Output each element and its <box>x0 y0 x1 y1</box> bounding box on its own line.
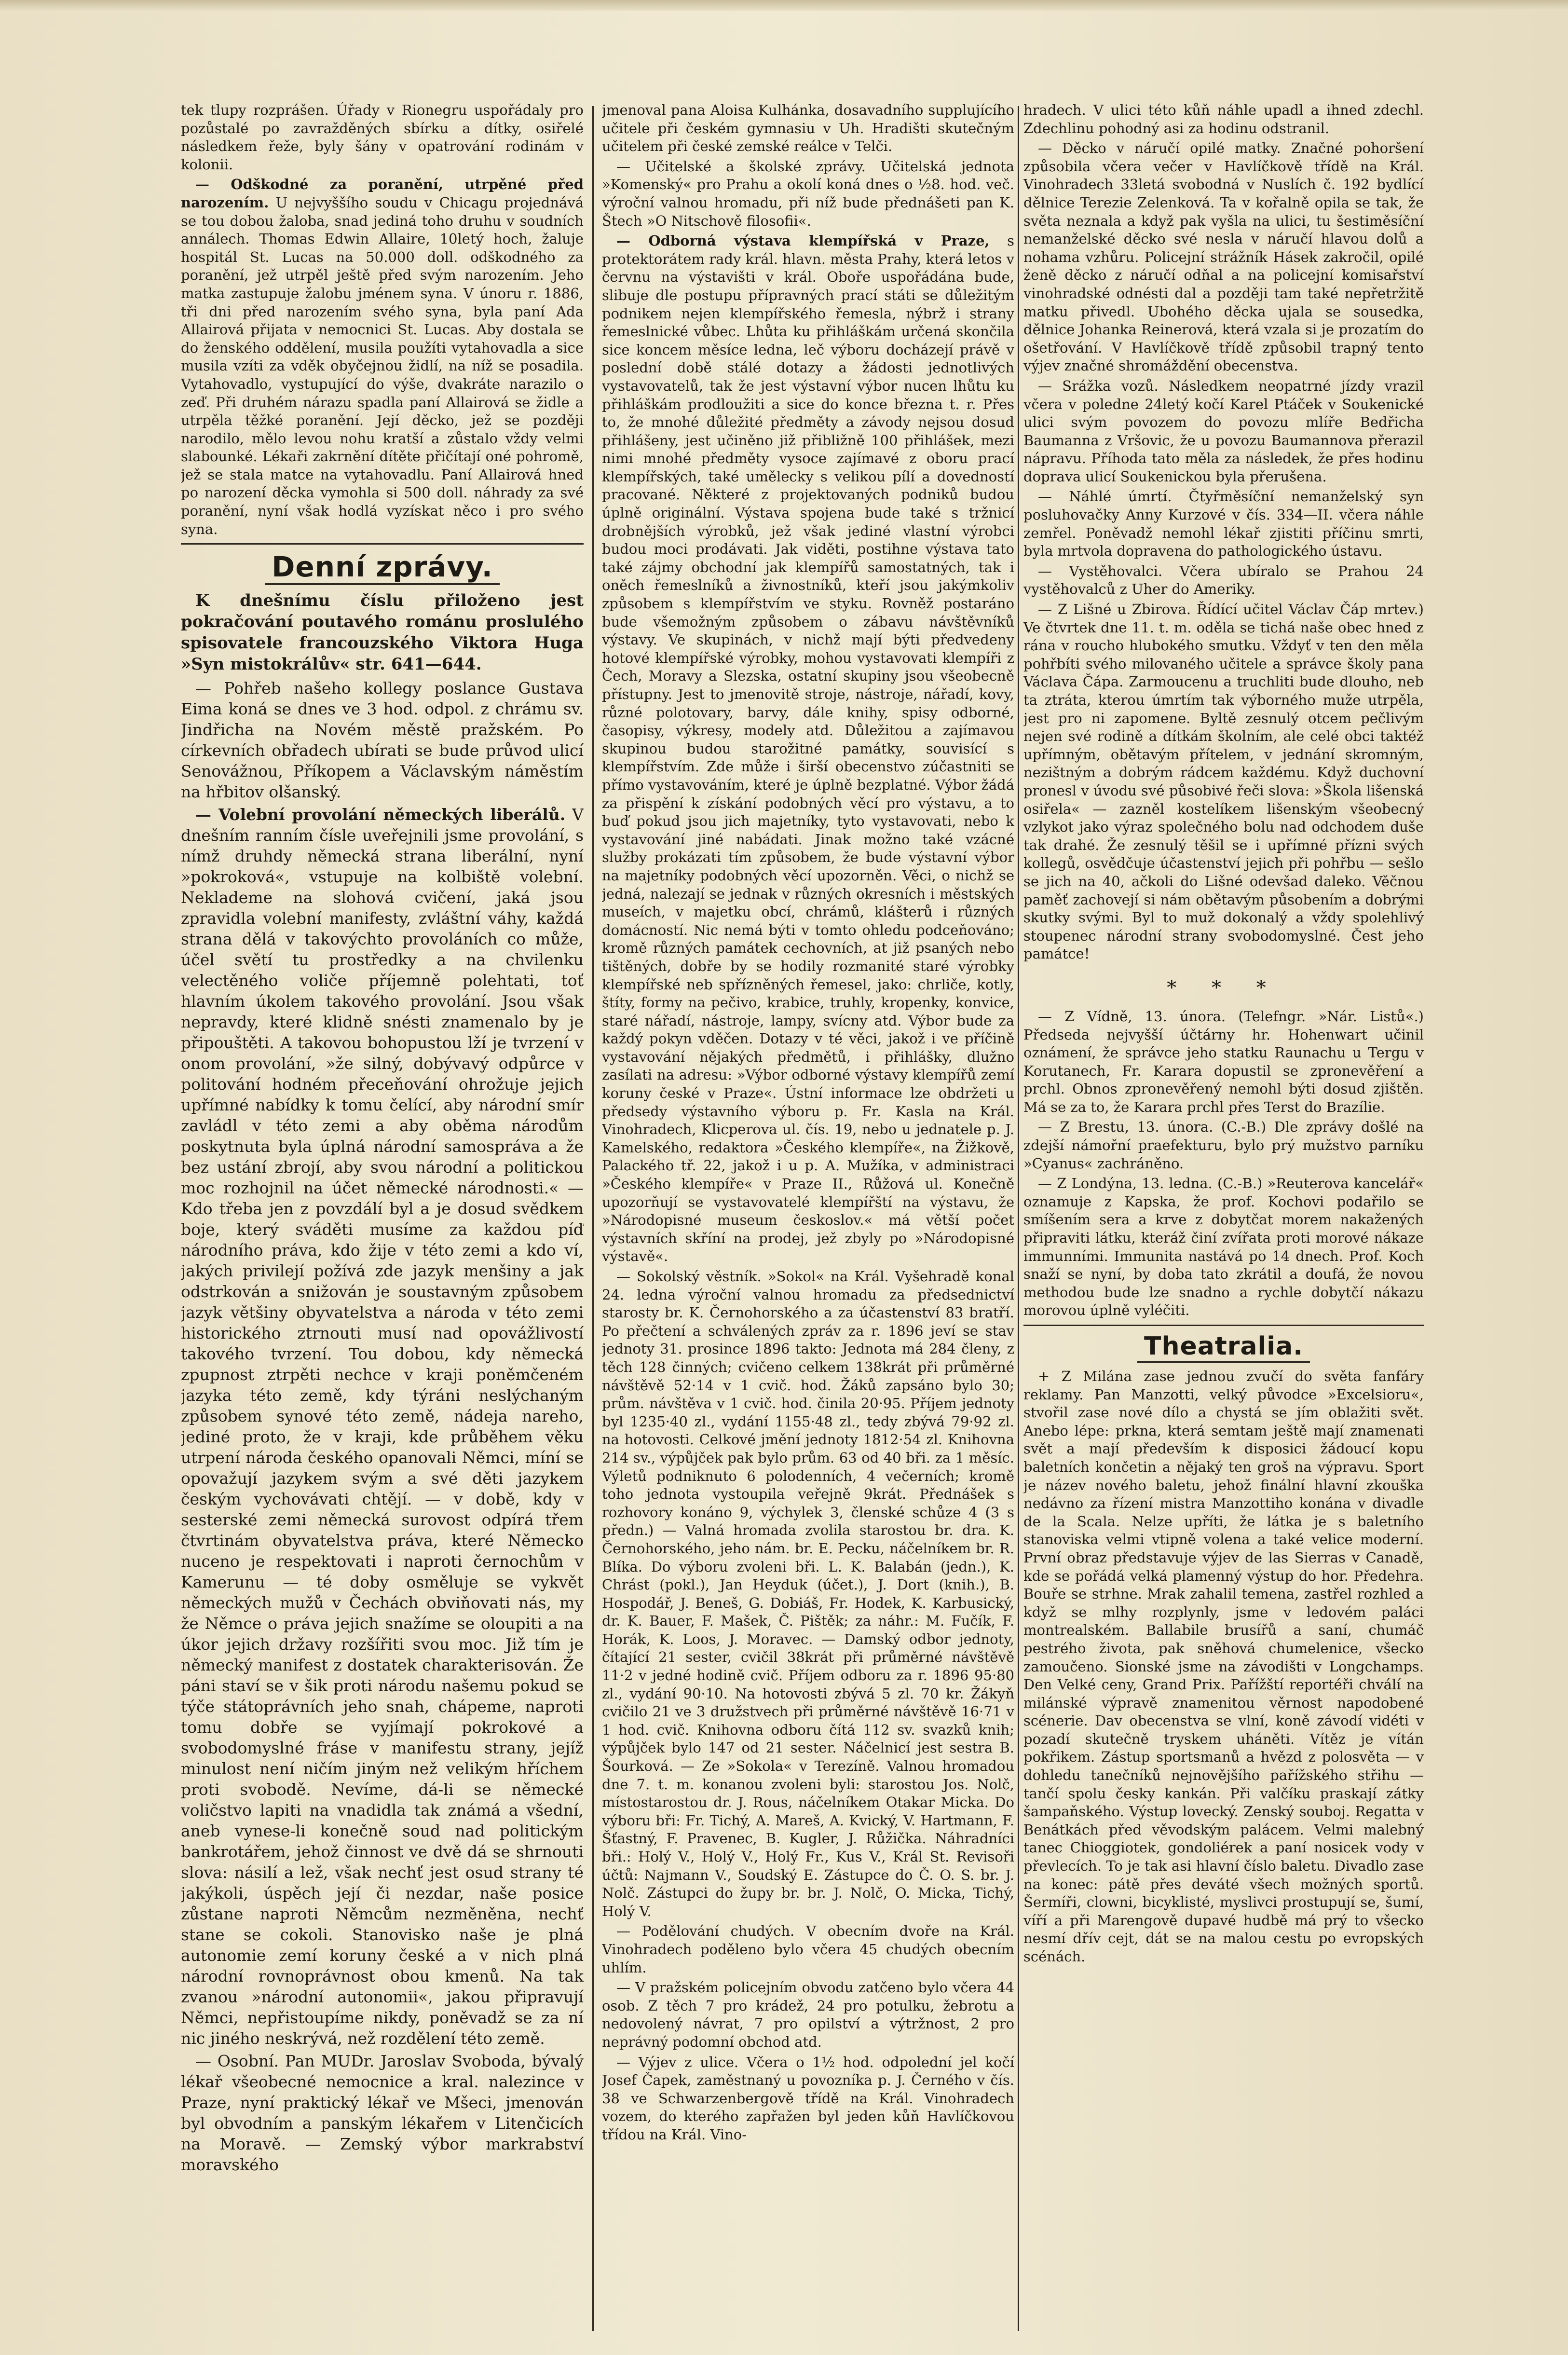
article-text: hradech. V ulici této kůň náhle upadl a ihned zdechl. Zdechlinu pohodný asi za hodinu odstranil. <box>1023 102 1424 137</box>
article-text <box>181 176 584 538</box>
section-title: Denní zprávy. <box>265 550 499 585</box>
divider <box>1023 1325 1424 1326</box>
page-top-edge <box>0 0 1568 11</box>
article-text: — Sokolský věstník. »Sokol« na Král. Vyšehradě konal 24. ledna výroční valnou hromadu za předsednictví starosty br. K. Černohorského a za účastenství 83 bratří. Po přečtení a schválených zpráv za r. 1896 jeví se stav jednoty 31. prosince 1896 takto: Jednota má 284 členy, z těch 128 činných; cvičeno celkem 138krát při průměrné návštěvě 52·14 v 1 cvič. hod. Žáků zapsáno bylo 30; prům. návštěva v 1 cvič. hod. činila 20·95. Příjem jednoty byl 1235·40 zl., vydání 1155·48 zl., tedy zbývá 79·92 zl. na hotovosti. Celkové jmění jednoty 1812·54 zl. Knihovna 214 sv., výpůjček pak bylo prům. 63 od 40 bři. za 1 měsíc. Výletů podniknuto 6 polodenních, 4 večerních; kromě toho jednota vystoupila veřejně 9krát. Přednášek s rozhovory konáno 9, výchylek 3, členské schůze 4 (3 s předn.) — Valná hromada zvolila starostou br. dra. K. Černohorského, jeho nám. br. E. Pecku, náčelníkem br. R. Blíka. Do výboru zvoleni bři. L. K. Balabán (jedn.), K. Chrást (pokl.), Jan Heyduk (účet.), J. Dort (knih.), B. Hospodář, J. Beneš, G. Dobiáš, Fr. Hodek, K. Karbusický, dr. K. Bauer, F. Mašek, Č. Pištěk; za náhr.: M. Fučík, F. Horák, K. Loos, J. Moravec. — Damský odbor jednoty, čítající 21 sester, cvičil 38krát při průměrné návštěvě 11·2 v jedné hodině cvič. Příjem odboru za r. 1896 95·80 zl., vydání 90·10. Na hotovosti zbývá 5 zl. 70 kr. Žákyň cvičilo 21 ve 3 družstvech při průměrné návštěvě 16·71 v 1 hod. cvič. Knihovna odboru čítá 112 sv. svazků knih; výpůjček bylo 147 od 21 sester. Náčelnicí jest sestra B. Šourková. — Ze »Sokola« v Terezíně. Valnou hromadou dne 7. t. m. konanou zvoleni byli: starostou Jos. Nolč, místostarostou dr. J. Rous, náčelníkem Otakar Micka. Do výboru bři: Fr. Tichý, A. Mareš, A. Kvický, V. Hartmann, F. Šťastný, F. Pravenec, B. Kugler, J. Růžička. Náhradníci bři.: Holý V., Holý V., Holý Fr., Kus V., Král St. Revisoři účtů: Najmann V., Soudský E. Zástupce do Č. O. S. br. J. Nolč. Zástupci do župy br. br. J. Nolč, O. Micka, Tichý, Holý V. <box>602 1268 1014 1919</box>
article-headline: — Odškodné za poranění, utrpěné před narozením. <box>181 176 584 211</box>
divider <box>181 543 584 545</box>
column-3 <box>1023 101 1424 2341</box>
article-body: V dnešním ranním čísle uveřejnili jsme provolání, s nímž druhdy německá strana liberální, nyní »pokroková«, vstupuje na kolbiště volební. Neklademe na slohová cvičení, jaká jsou zpravidla volební manifesty, zvláštní váhy, každá strana dělá v takovýchto provoláních co může, účel světí tu prostředky a na chvilenku velectěného voliče příjemně polehtati, toť hlavním úkolem takového provolání. Jsou však nepravdy, které klidně snésti znamenalo by je připouštěti. A takovou bohopustou lží je tvrzení v onom provolání, »že silný, dobývavý odpůrce v politování hodném přeceňování ohrožuje jejich upřímné nabídky k tomu čelící, aby národní smír zavládl v této zemi a aby oběma národům poskytnuta byla úplná národní samospráva a že bez ustání zbrojí, aby svou národní a politickou moc rozhojnil na účet německé národnosti.« — Kdo třeba jen z povzdálí byl a je dosud svědkem boje, který sváděti musíme za každou píď národního práva, kdo žije v této zemi a kdo ví, jakých privilejí požívá zde jazyk menšiny a jak odstrkován a snižován je soustavným způsobem jazyk většiny obyvatelstva a národa v této zemi historického ztrnouti musí nad opovážlivostí takového tvrzení. Tou dobou, kdy německá zpupnost ztrpěti nechce v kraji poněmčeném jazyka této země, kdy týráni neslýchaným způsobem synové této země, nádeja nareho, jediné proto, že v kraji, kde průběhem věku utrpení národa českého opanovali Němci, míní se opovažují jazykem svým a své děti jazykem českým vychovávati chtějí. — v době, kdy v sesterské zemi německá surovost odpírá třem čtvrtinám obyvatelstva práva, které Německo nuceno je respektovati i naproti černochům v Kamerunu — té doby osměluje se vykvět německých mužů v Čechách obviňovati nás, my že Němce o práva jejich snažíme se oloupiti a na úkor jejich državy rozšířiti svou moc. Již tím je německý manifest z dostatek charakterisován. Že páni staví se v šik proti národu našemu pokud se týče státoprávních jeho snah, chápeme, naproti tomu dobře se vyjímají pokrokové a svobodomyslné fráse v manifestu strany, jejíž minulost není ničím jiným než velikým hříchem proti svobodě. Nevíme, dá-li se německé voličstvo lapiti na vnadidla tak známá a všední, aneb vynese-li konečně soud nad politickým bankrotářem, jehož činnost ve dvě dá se shrnouti slova: násilí a lež, však nechť jest osud strany té jakýkoli, úspěch její či nezdar, naše posice zůstane naproti Němcům nezměněna, nechť stane se cokoli. Stanovisko naše je plná autonomie zemí koruny české a v nich plná národní rovnoprávnost obou kmenů. Na tak zvanou »národní autonomii«, jakou připravují Němci, nepřistoupíme nikdy, poněvadž se za ní nic jiného neskrývá, než rozdělení této země. <box>181 805 584 2048</box>
section-separator: * * * <box>1167 976 1281 999</box>
article-text <box>602 232 1014 1266</box>
article-text: — Náhlé úmrtí. Čtyřměsíční nemanželský syn posluhovačky Anny Kurzové v čís. 334—II. včera náhle zemřel. Poněvadž nemohl lékař zjistiti příčinu smrti, byla mrtvola dopravena do pathologického ústavu. <box>1023 488 1424 560</box>
article-text: — V pražském policejním obvodu zatčeno bylo včera 44 osob. Z těch 7 pro krádež, 24 pro potulku, žebrotu a nedovolený návrat, 7 pro opilství a výtržnost, 2 pro neprávný podomní obchod atd. <box>602 1979 1014 2050</box>
telegram-text: — Z Brestu, 13. února. (C.-B.) Dle zprávy došlé na zdejší námořní praefekturu, bylo prý mužstvo parníku »Cyanus« zachráněno. <box>1023 1119 1424 1172</box>
article-text: — Děcko v náručí opilé matky. Značné pohoršení způsobila včera večer v Havlíčkově třídě na Král. Vinohradech 33letá svobodná v Nuslích č. 192 bydlící dělnice Terezie Zelenková. Ta v kořalně opila se tak, že světa neznala a když pak vyšla na ulici, tu šestiměsíční nemanželské děcko své nesla v náručí hlavou dolů a nohama vzhůru. Policejní strážník Hásek zakročil, opilé ženě děcko z náručí odňal a na policejní komisařství vinohradské odnésti dal a později tam také nepřetržitě matku přivedl. Ubohého děcka ujala se sousedka, dělnice Johanka Reinerová, která vzala si je prozatím do ošetřování. V Havlíčkově třídě způsobil trapný tento výjev značné shromáždění obecenstva. <box>1023 140 1424 374</box>
article-body: s protektorátem rady král. hlavn. města Prahy, která letos v červnu na výstavišti v král. Oboře uspořádána bude, slibuje dle postupu přípravných prací státi se důležitým podnikem nejen klempířského řemesla, nýbrž i strany řemeslnické vůbec. Lhůta ku přihláškám určená skončila sice koncem měsíce ledna, leč výboru docházejí právě v poslední době stálé dotazy a žádosti jednotlivých vystavovatelů, tak že jest výstavní výbor nucen lhůtu ku přihláškám prodloužiti a sice do konce března t. r. Přes to, že mnohé důležité předměty a závody nejsou dosud přihlášeny, jest učiněno již přibližně 100 přihlášek, mezi nimi mnohé předměty vysoce zajímavé z oboru prací klempířských, také umělecky s velikou pílí a dovedností pracované. Některé z projektovaných podniků budou úplně originální. Výstava spojena bude také s tržnicí drobnějších výrobků, jež však jediné vlastní výrobci budou moci prodávati. Jak viděti, postihne výstava tato také zájmy obchodní jak klempířů samostatných, tak i oněch řemeslníků a živnostníků, kteří jsou jakýmkoliv způsobem s klempířstvím ve styku. Rovněž postaráno bude všemožným způsobem o zábavu návštěvníků výstavy. Ve skupinách, v nichž mají býti předvedeny hotové klempířské výrobky, mohou vystavovati klempíři z Čech, Moravy a Slezska, ostatní skupiny jsou všeobecně přístupny. Jest to jmenovitě stroje, nástroje, nářadí, kovy, různé polotovary, barvy, dále knihy, spisy odborné, časopisy, výkresy, modely atd. Důležitou a zajímavou skupinou budou starožitné památky, souvisící s klempířstvím. Zde může i širší obecenstvo zúčastniti se přímo vystavováním, které je úplně bezplatné. Výbor žádá za přispění k získání podobných věcí pro výstavu, a to buď pokud jsou jich majetníky, tyto vystavovati, nebo k vystavování jiné nabádati. Jinak možno také vzácné služby prokázati tím způsobem, že bude výstavní výbor na majetníky podobných věcí upozorněn. Věci, o nichž se jedná, nalezají se jednak v různých okresních i městských museích, v majetku obcí, chrámů, klášterů i různých domácností. Nic nemá býti v tomto ohledu podceňováno; kromě různých památek cechovních, at již psaných nebo tištěných, dobře by se hodily rozmanité staré výrobky klempířské neb spřízněných řemesel, jako: chrliče, kotly, štíty, formy na pečivo, krabice, truhly, kropenky, konvice, staré nářadí, nástroje, lampy, svícny atd. Výbor bude za každý pokyn vděčen. Dotazy v té věci, jakož i ve příčině vystavování nějakých předmětů, i přihlášky, dlužno zasílati na adresu: »Výbor odborné výstavy klempířů zemí koruny české v Praze«. Ústní informace lze obdržeti u předsedy výstavního výboru p. Fr. Kasla na Král. Vinohradech, Klicperova ul. čís. 19, nebo u jednatele p. J. Kamelského, redaktora »Českého klempíře«, na Žižkově, Palackého tř. 22, jakož i u p. A. Mužíka, v administraci »Českého klempíře« v Praze II., Růžová ul. Konečně upozorňují se vystavovatelé klempířští na výstavu, že »Národopisné museum českoslov.« má větší počet výstavních skříní na prodej, jež zbyly po »Národopisné výstavě«. <box>602 233 1014 1265</box>
section-title: Theatralia. <box>1137 1332 1310 1363</box>
supplement-notice: K dnešnímu číslu přiloženo jest pokračování poutavého románu proslulého spisovatele francouzského Viktora Huga »Syn mistokrálův« str. 641—644. <box>181 591 584 674</box>
article-text: — Výjev z ulice. Včera o 1½ hod. odpolední jel kočí Josef Čapek, zaměstnaný u povozníka p. J. Černého v čís. 38 ve Schwarzenbergově třídě na Král. Vinohradech vozem, do kterého zapřažen byl jeden kůň Havlíčkovou třídou na Král. Vino- <box>602 2054 1014 2143</box>
article-text: + Z Milána zase jednou zvučí do světa fanfáry reklamy. Pan Manzotti, velký původce »Excelsioru«, stvořil zase nové dílo a chystá se jím oblažiti svět. Anebo lépe: prkna, která semtam ještě mají znamenati svět a mají především k disposici žádoucí kopu baletních končetin a nějaký ten groš na výpravu. Sport je název nového baletu, jehož finální hlavní zkouška nedávno za řízení mistra Manzottiho konána v divadle de la Scala. Nelze upříti, že látka je s baletního stanoviska velmi vtipně volena a také velice moderní. První obraz představuje výjev de las Sierras v Canadě, kde se pořádá velká plamenný výstup do hor. Předehra. Bouře se strhne. Mrak zahalil temena, zastřel rozhled a když se mlhy rozplynly, jsme v ledovém paláci montrealském. Ballabile brusířů a saní, chumáč pestrého života, pak sněhová chumelenice, všecko zamoučeno. Sionské jsme na závodišti v Longchamps. Den Velké ceny, Grand Prix. Pařížští reportéři chválí na milánské výpravě znamenitou věrnost napodobené scénerie. Dav obecenstva se vlní, koně závodí vidéti v pozadí skutečně tryskem uháněti. Vítěz je vítán pokřikem. Zástup sportsmanů a hvězd z polosvěta — v dohledu tanečníků nejnovějšího pařížského střihu — tančí spolu česky kankán. Při valčíku praskají zátky šampaňského. Výstup lovecký. Zenský souboj. Regatta v Benátkách před věvodským palácem. Velmi malebný tanec Chioggiotek, gondoliérek a paní nosicek vody v převlecích. To je tak asi hlavní číslo baletu. Divadlo zase na konec: pátě přes deváté všech možných sportů. Šermíři, clowni, bicyklisté, myslivci prostupují se, šumí, víří a při Marengově dupavé hudbě má prý to všecko nesmí dřív cejt, dát se na malou cestu po evropských scénách. <box>1023 1368 1424 1965</box>
column-rule <box>1018 106 1019 2331</box>
article-text: — Učitelské a školské zprávy. Učitelská jednota »Komenský« pro Prahu a okolí koná dnes o ½8. hod. več. výroční valnou hromadu, při níž bude přednášeti pan K. Štech »O Nitschově filosofii«. <box>602 158 1014 229</box>
article-headline: — Odborná výstava klempířská v Praze, <box>616 233 990 249</box>
article-text: — Pohřeb našeho kollegy poslance Gustava Eima koná se dnes ve 3 hod. odpol. z chrámu sv. Jindřicha na Novém městě pražském. Po církevních obřadech ubírati se bude průvod ulicí Senovážnou, Příkopem a Václavským náměstím na hřbitov olšanský. <box>181 679 584 802</box>
article-text: jmenoval pana Aloisa Kulhánka, dosavadního supplujícího učitele při českém gymnasiu v Uh. Hradišti skutečným učitelem při české zemské reálce v Telči. <box>602 102 1014 155</box>
article-headline: — Volební provolání německých liberálů. <box>195 805 566 824</box>
column-rule <box>592 106 594 2331</box>
section-heading <box>181 550 584 583</box>
column-2 <box>602 101 1014 2341</box>
telegram-text: — Z Vídně, 13. února. (Telefngr. »Nár. Listů«.) Předseda nejvyšší účtárny hr. Hohenwart učinil oznámení, že správce jeho statku Raunachu u Tergu v Korutanech, Fr. Karara dopustil se zpronevěření a prchl. Obnos zpronevěřený nemohl býti dosud zjištěn. Má se za to, že Karara prchl přes Terst do Brazílie. <box>1023 1008 1424 1115</box>
article-text: tek tlupy rozprášen. Úřady v Rionegru uspořádaly pro pozůstalé po zavražděných sbírku a dítky, osiřelé následkem řeže, byly šány v opatrování rodinám v kolonii. <box>181 102 584 173</box>
article-text: — Z Lišné u Zbirova. Řídící učitel Václav Čáp mrtev.) Ve čtvrtek dne 11. t. m. oděla se tichá naše obec hned z rána v roucho hlubokého smutku. Vždyť v ten den měla pohřbíti svého milovaného učitele a správce školy pana Václava Čápa. Zarmoucenu a truchliti bude dlouho, neb ta ztráta, kterou úmrtím tak výborného muže utrpěla, jest pro ni zapomene. Byltě zesnulý otcem pečlivým nejen své rodině a dítkám školním, ale celé obci taktéž upřímným, obětavým přítelem, v jednání skromným, nezištným a dobrým rádcem každému. Když duchovní pronesl v úvodu své působivé řeči slova: »Škola lišenská osiřela« — zazněl kostelíkem lišenským všeobecný vzlykot jako výraz společného bolu nad odchodem duše tak drahé. Že zesnulý těšil se i upřímné přízni svých kollegů, osvědčuje účastenství jejich při pohřbu — sešlo se jich na 40, ačkoli do Lišné odevšad daleko. Věčnou paměť zachovejí si nám obětavým působením a dobrými skutky svými. Byl to muž dokonalý a vždy spolehlivý stoupenec národní strany svobodomyslné. Čest jeho památce! <box>1023 601 1424 962</box>
article-body: U nejvyššího soudu v Chicagu projednává se tou dobou žaloba, snad jediná toho druhu v soudních annálech. Thomas Edwin Allaire, 10letý hoch, žaluje hospitál St. Lucas na 50.000 doll. odškodného za poranění, jež utrpěl ještě před svým narozením. Jeho matka zastupuje žalobu jménem syna. V únoru r. 1886, tři dni před narozením svého syna, byla paní Ada Allairová přijata v nemocnici St. Lucas. Aby dostala se do ženského oddělení, musila použíti vytahovadla a sice musila vzíti za vděk obyčejnou židlí, na níž se posadila. Vytahovadlo, vystupující do výše, dvakráte narazilo o zeď. Při druhém nárazu spadla paní Allairová se židle a utrpěla těžké poranění. Její děcko, jež se později narodilo, mělo levou nohu kratší a zůstalo vždy velmi slabounké. Lékaři zakrnění dítěte přičítají oné pohromě, jež se stala matce na vytahovadlu. Paní Allairová hned po narození děcka vymohla si 500 doll. náhrady za své poranění, nyní však hodlá vyzískat něco i pro svého syna. <box>181 194 584 537</box>
article-text: — Podělování chudých. V obecním dvoře na Král. Vinohradech poděleno bylo včera 45 chudých obecním uhlím. <box>602 1923 1014 1976</box>
article-text: — Srážka vozů. Následkem neopatrné jízdy vrazil včera v poledne 24letý kočí Karel Ptáček v Soukenické ulici svým povozem do povozu mlíře Bedřicha Baumanna z Vršovic, že u povozu Baumannova přerazil nápravu. Příhoda tato měla za následek, že přes hodinu doprava ulicí Soukenickou byla přerušena. <box>1023 377 1424 485</box>
article-text: — Vystěhovalci. Včera ubíralo se Prahou 24 vystěhovalců z Uher do Ameriky. <box>1023 562 1424 598</box>
section-heading <box>1023 1332 1424 1361</box>
article-text: — Osobní. Pan MUDr. Jaroslav Svoboda, bývalý lékař všeobecné nemocnice a kral. nalezince v Praze, nyní praktický lékař ve Mšeci, jmenován byl obvodním a panským lékařem v Litenčicích na Moravě. — Zemský výbor markrabství moravského <box>181 2052 584 2175</box>
telegram-text: — Z Londýna, 13. ledna. (C.-B.) »Reuterova kancelář« oznamuje z Kapska, že prof. Kochovi podařilo se smíšením sera a krve z dobytčat morem nakažených připraviti látku, kteráž činí zvířata proti morové nákaze immunními. Immunita nastává po 14 dnech. Prof. Koch snaží se nyní, by doba tato zkrátil a doufá, že novou methodou bude lze snadno a rychle dobytčí nákazu morovou úplně vyléčiti. <box>1023 1175 1424 1319</box>
column-1 <box>181 101 584 2341</box>
article-text <box>181 804 584 2049</box>
